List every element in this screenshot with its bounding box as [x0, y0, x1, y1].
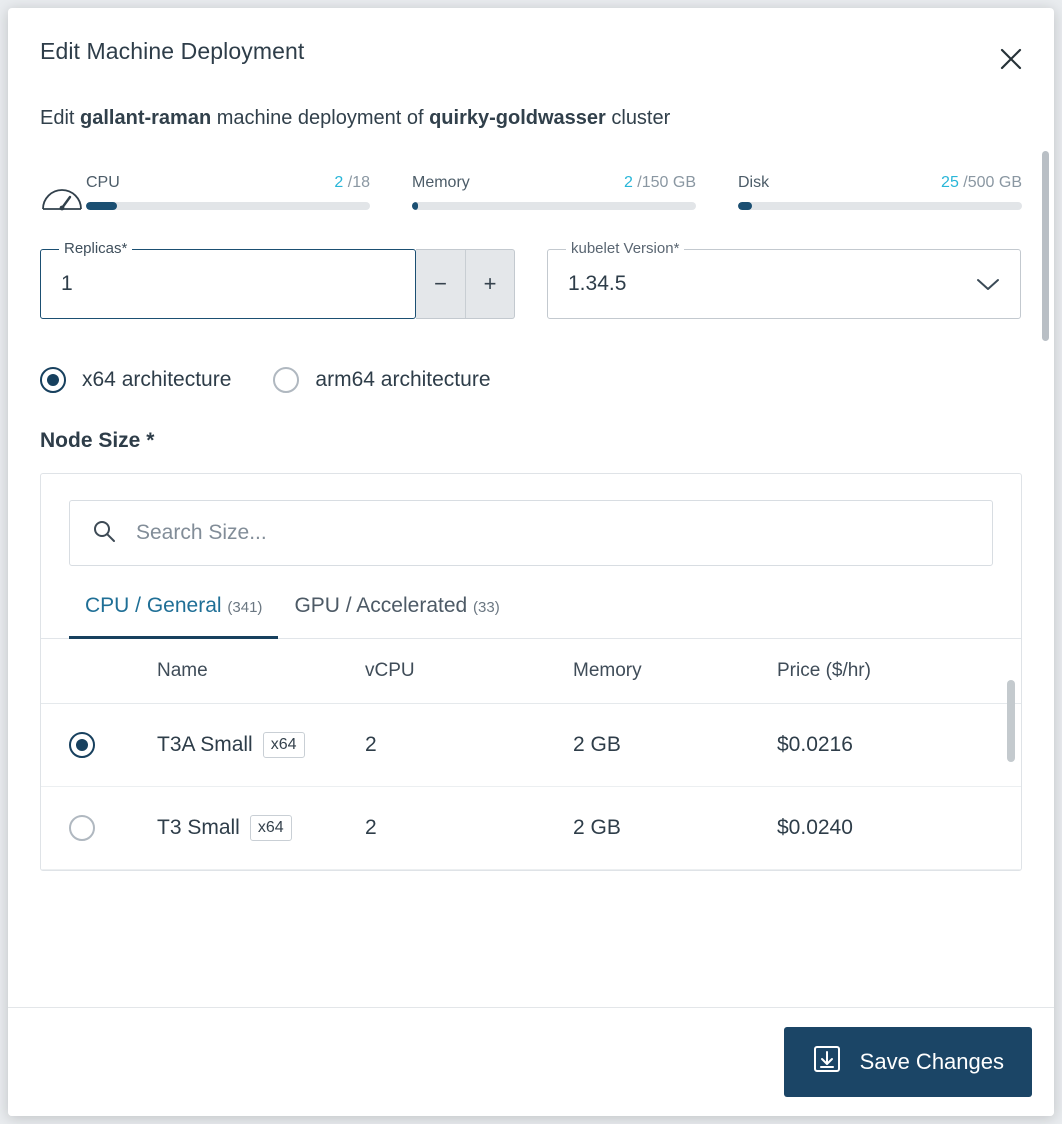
row-arch-badge: x64 [250, 815, 292, 841]
tab-cpu-general[interactable] [69, 594, 278, 639]
replicas-label: Replicas* [59, 240, 132, 257]
subtitle-middle: machine deployment of [211, 107, 430, 129]
dialog-subtitle [40, 107, 1022, 130]
search-icon [92, 519, 116, 548]
chevron-down-icon[interactable] [976, 277, 1000, 291]
row-memory: 2 GB [573, 816, 621, 839]
tab-cpu-general-count: (341) [227, 599, 263, 616]
quota-disk [738, 174, 1022, 210]
tab-gpu-accelerated-count: (33) [473, 599, 500, 616]
row-radio-icon[interactable] [69, 815, 95, 841]
architecture-arm64-label: arm64 architecture [315, 368, 491, 391]
deployment-name: gallant-raman [80, 107, 212, 129]
quota-summary [40, 174, 1022, 219]
replicas-increment-button[interactable]: + [465, 250, 514, 318]
replicas-input[interactable] [41, 272, 415, 296]
row-memory: 2 GB [573, 733, 621, 756]
quota-cpu-total: /18 [347, 174, 370, 191]
node-size-label: Node Size * [40, 429, 155, 452]
node-size-panel [40, 473, 1022, 871]
quota-memory-used: 2 [623, 174, 633, 191]
node-table-header [41, 639, 1021, 704]
kubelet-version-select[interactable] [547, 240, 1021, 319]
quota-disk-used: 25 [941, 174, 959, 191]
radio-arm64-icon[interactable] [273, 367, 299, 393]
quantity-stepper [416, 249, 515, 319]
replicas-stepper [40, 240, 515, 319]
replicas-decrement-button[interactable]: − [416, 250, 465, 318]
row-name: T3A Small [157, 733, 253, 756]
kubelet-version-label: kubelet Version* [566, 240, 684, 257]
dialog-scrollbar[interactable] [1042, 151, 1049, 341]
architecture-option-arm64[interactable] [273, 367, 490, 393]
gauge-icon [40, 184, 86, 219]
tab-cpu-general-label: CPU / General [85, 594, 222, 617]
architecture-radio-group [40, 367, 1022, 393]
replicas-field[interactable] [40, 240, 416, 319]
quota-memory-label: Memory [412, 174, 470, 191]
save-button[interactable] [784, 1027, 1032, 1097]
quota-memory-total: /150 GB [637, 174, 696, 191]
table-row[interactable] [41, 704, 1021, 787]
row-vcpu: 2 [365, 816, 377, 839]
row-price: $0.0216 [777, 733, 853, 756]
column-header-memory: Memory [573, 660, 642, 681]
architecture-option-x64[interactable] [40, 367, 231, 393]
download-icon [812, 1044, 842, 1080]
table-row[interactable] [41, 787, 1021, 870]
row-price: $0.0240 [777, 816, 853, 839]
dialog-footer [8, 1007, 1054, 1116]
cluster-name: quirky-goldwasser [429, 107, 606, 129]
page-title: Edit Machine Deployment [40, 38, 305, 64]
tab-gpu-accelerated-label: GPU / Accelerated [294, 594, 468, 617]
radio-x64-icon[interactable] [40, 367, 66, 393]
tab-gpu-accelerated[interactable] [278, 594, 515, 639]
architecture-x64-label: x64 architecture [82, 368, 232, 391]
subtitle-suffix: cluster [605, 107, 671, 129]
search-input[interactable] [134, 520, 970, 546]
node-table-scrollbar[interactable] [1007, 680, 1015, 762]
column-header-vcpu: vCPU [365, 660, 415, 681]
column-header-price: Price ($/hr) [777, 660, 871, 681]
search-size-field[interactable] [69, 500, 993, 566]
quota-disk-label: Disk [738, 174, 770, 191]
row-radio-icon[interactable] [69, 732, 95, 758]
column-header-name: Name [157, 660, 208, 681]
quota-disk-total: /500 GB [963, 174, 1022, 191]
row-arch-badge: x64 [263, 732, 305, 758]
edit-machine-deployment-dialog [8, 8, 1054, 1116]
row-vcpu: 2 [365, 733, 377, 756]
quota-cpu [86, 174, 412, 210]
quota-cpu-label: CPU [86, 174, 120, 191]
dialog-header [8, 8, 1054, 65]
quota-cpu-used: 2 [334, 174, 344, 191]
kubelet-version-value: 1.34.5 [568, 272, 627, 295]
row-name: T3 Small [157, 816, 240, 839]
node-size-tabs [41, 594, 1021, 639]
form-fields-row [40, 240, 1022, 319]
quota-memory [412, 174, 738, 210]
save-button-label: Save Changes [859, 1049, 1004, 1074]
subtitle-prefix: Edit [40, 107, 81, 129]
dialog-body [8, 65, 1054, 1007]
